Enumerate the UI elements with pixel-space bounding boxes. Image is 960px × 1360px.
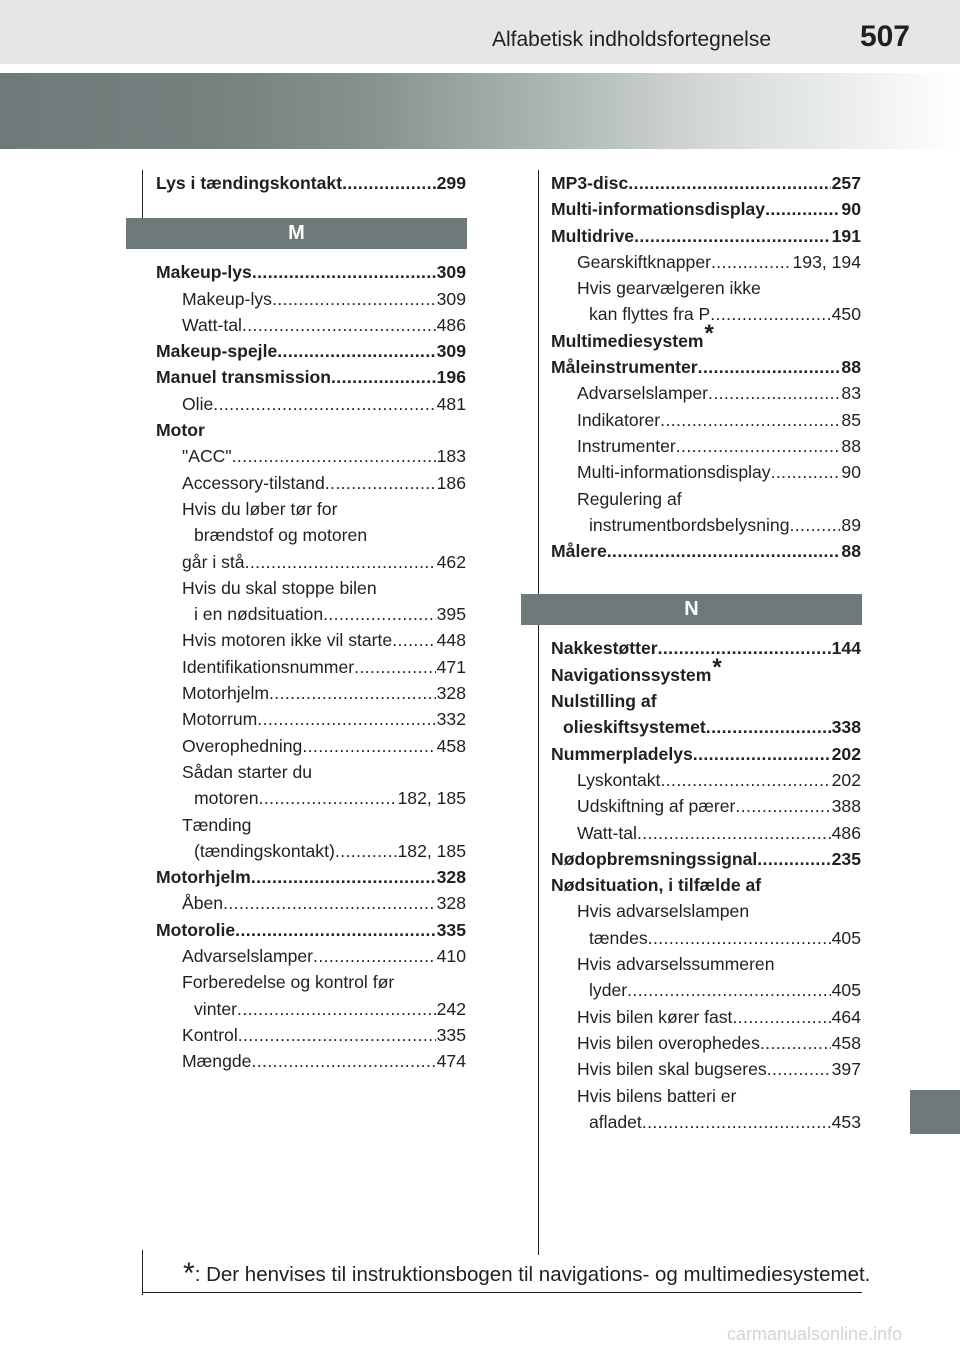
- index-subentry: Hvis advarselssummeren: [577, 954, 775, 975]
- index-entry: Måleinstrumenter ..... 88: [551, 354, 861, 380]
- index-entry: Målere ..... 88: [551, 538, 861, 564]
- page-number: 507: [859, 20, 910, 53]
- index-entry: Navigationssystem *: [551, 653, 722, 685]
- index-subentry: Udskiftning af pærer ..... 388: [551, 793, 861, 819]
- index-subentry-continued: (tændingskontakt) ..... 182, 185: [156, 838, 466, 864]
- index-subentry: Watt-tal ..... 486: [156, 312, 466, 338]
- index-subentry: Mængde ..... 474: [156, 1048, 466, 1074]
- index-entry: MP3-disc ..... 257: [551, 170, 861, 196]
- index-subentry: Instrumenter ..... 88: [551, 433, 861, 459]
- index-entry: Multi-informationsdisplay ..... 90: [551, 196, 861, 222]
- index-subentry: Motorrum ..... 332: [156, 706, 466, 732]
- index-subentry: Gearskiftknapper ..... 193, 194: [551, 249, 861, 275]
- header-bar: [0, 0, 960, 64]
- page-title: Alfabetisk indholdsfortegnelse: [492, 28, 772, 51]
- footnote: [183, 1255, 870, 1289]
- footnote-text: : Der henvises til instruktionsbogen til navigations- og multimediesystemet.: [194, 1263, 871, 1286]
- index-subentry-continued: tændes ..... 405: [551, 925, 861, 951]
- index-subentry: Motorhjelm ..... 328: [156, 680, 466, 706]
- left-column-rule: [142, 170, 143, 218]
- index-subentry: Regulering af: [577, 488, 682, 509]
- index-subentry-continued: lyder ..... 405: [551, 977, 861, 1003]
- index-subentry: Watt-tal ..... 486: [551, 820, 861, 846]
- index-subentry-continued: går i stå ..... 462: [156, 549, 466, 575]
- index-subentry-continued: vinter ..... 242: [156, 996, 466, 1022]
- index-subentry: Overophedning ..... 458: [156, 733, 466, 759]
- index-subentry: Olie ..... 481: [156, 391, 466, 417]
- index-entry: Multimediesystem *: [551, 319, 714, 351]
- index-entry: Nulstilling af: [551, 691, 657, 712]
- index-subentry: Hvis motoren ikke vil starte ..... 448: [156, 627, 466, 653]
- index-entry: Nummerpladelys ..... 202: [551, 741, 861, 767]
- index-subentry: Indikatorer ..... 85: [551, 407, 861, 433]
- index-subentry-continued: i en nødsituation ..... 395: [156, 601, 466, 627]
- index-subentry: "ACC" ..... 183: [156, 443, 466, 469]
- footer-left-rule: [142, 1250, 143, 1295]
- index-subentry: Sådan starter du: [182, 761, 313, 782]
- index-subentry: Hvis bilen skal bugseres ..... 397: [551, 1056, 861, 1082]
- index-entry: Nødsituation, i tilfælde af: [551, 875, 762, 896]
- section-thumb-tab: [910, 1090, 960, 1134]
- index-subentry: Tænding: [182, 814, 252, 835]
- index-entry: Motorhjelm ..... 328: [156, 864, 466, 890]
- index-subentry: Hvis bilen overophedes ..... 458: [551, 1030, 861, 1056]
- index-subentry: Advarselslamper ..... 410: [156, 943, 466, 969]
- index-subentry-continued: kan flyttes fra P ..... 450: [551, 301, 861, 327]
- footer-rule: [142, 1292, 862, 1293]
- index-subentry: Identifikationsnummer ..... 471: [156, 654, 466, 680]
- index-entry: Nødopbremsningssignal ..... 235: [551, 846, 861, 872]
- index-column-right: [551, 170, 861, 1135]
- index-subentry: Multi-informationsdisplay ..... 90: [551, 459, 861, 485]
- index-entry-continued: olieskiftsystemet ..... 338: [551, 714, 861, 740]
- index-column-left: [156, 170, 466, 1075]
- footnote-marker: *: [183, 1257, 195, 1290]
- index-subentry-continued: instrumentbordsbelysning ..... 89: [551, 512, 861, 538]
- index-entry: Manuel transmission ..... 196: [156, 364, 466, 390]
- index-entry: Lys i tændingskontakt ..... 299: [156, 170, 466, 196]
- index-subentry: Makeup-lys ..... 309: [156, 286, 466, 312]
- index-entry: Motorolie ..... 335: [156, 917, 466, 943]
- index-subentry: Kontrol ..... 335: [156, 1022, 466, 1048]
- section-header-n: N: [521, 594, 862, 625]
- index-subentry: Accessory-tilstand ..... 186: [156, 470, 466, 496]
- index-entry: Makeup-lys ..... 309: [156, 259, 466, 285]
- index-entry: Makeup-spejle ..... 309: [156, 338, 466, 364]
- header-banner: [0, 73, 960, 149]
- column-divider-rule: [538, 170, 539, 1255]
- index-subentry: Hvis bilens batteri er: [577, 1085, 737, 1106]
- section-header-m: M: [126, 218, 467, 249]
- index-subentry: Hvis du løber tør for: [182, 498, 338, 519]
- index-subentry: Hvis bilen kører fast ..... 464: [551, 1004, 861, 1030]
- index-subentry: Advarselslamper ..... 83: [551, 380, 861, 406]
- index-subentry: Lyskontakt ..... 202: [551, 767, 861, 793]
- index-subentry: Åben ..... 328: [156, 890, 466, 916]
- watermark: carmanualsonline.info: [727, 1324, 903, 1344]
- index-entry: Nakkestøtter ..... 144: [551, 635, 861, 661]
- index-entry: Motor: [156, 420, 205, 441]
- index-subentry-continued: brændstof og motoren: [194, 525, 368, 546]
- index-subentry: Hvis gearvælgeren ikke: [577, 278, 761, 299]
- index-subentry: Hvis du skal stoppe bilen: [182, 577, 377, 598]
- index-subentry: Hvis advarselslampen: [577, 901, 750, 922]
- index-subentry: Forberedelse og kontrol før: [182, 972, 395, 993]
- index-subentry-continued: afladet ..... 453: [551, 1109, 861, 1135]
- index-subentry-continued: motoren ..... 182, 185: [156, 785, 466, 811]
- index-entry: Multidrive ..... 191: [551, 223, 861, 249]
